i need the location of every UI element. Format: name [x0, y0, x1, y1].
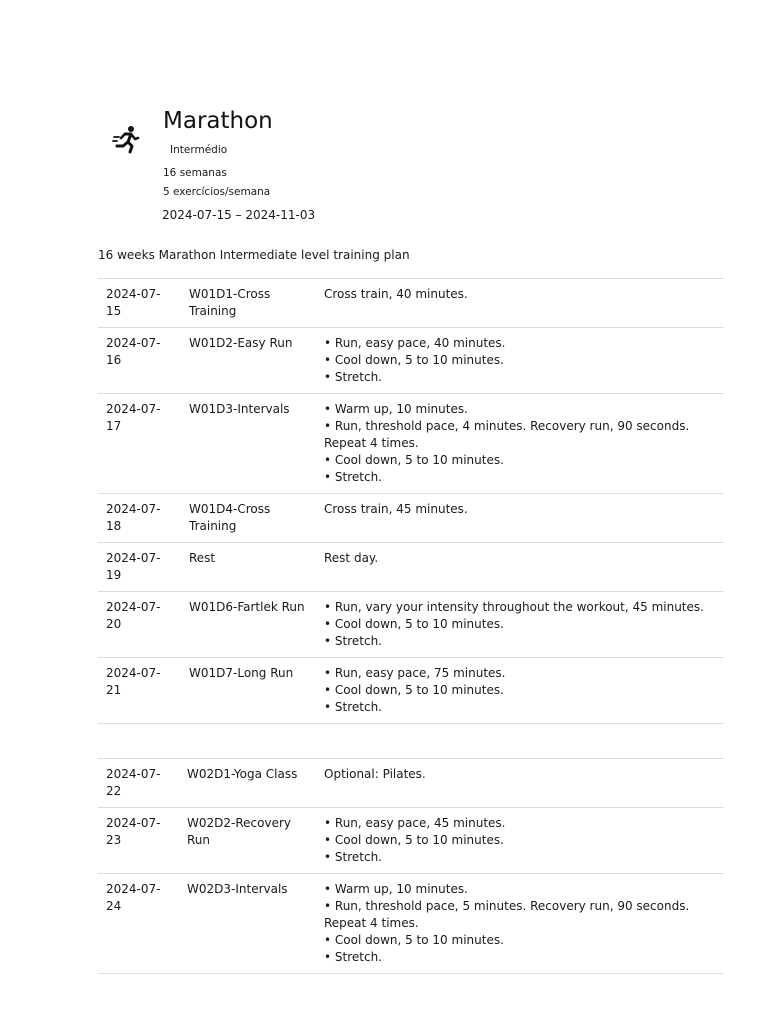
workout-date: [98, 815, 181, 849]
workout-date: [98, 766, 181, 800]
workout-date: [98, 550, 181, 584]
table-row: [98, 543, 724, 592]
workout-step: • Cool down, 5 to 10 minutes.: [324, 683, 504, 697]
workout-date-part: 18: [106, 519, 122, 533]
workout-step: • Stretch.: [324, 950, 382, 964]
workout-date-part: 2024-07-: [106, 402, 161, 416]
workout-date-part: 21: [106, 683, 122, 697]
workout-step: • Run, threshold pace, 5 minutes. Recovery run, 90 seconds. Repeat 4 times.: [324, 899, 690, 930]
workout-name: W02D2-Recovery Run: [187, 816, 291, 847]
plan-duration: 16 semanas: [163, 167, 227, 179]
training-plan-table: [98, 278, 724, 974]
workout-date-part: 2024-07-: [106, 287, 161, 301]
workout-name: Rest: [189, 551, 216, 565]
workout-name: W01D6-Fartlek Run: [189, 600, 305, 614]
workout-date: [98, 501, 181, 535]
workout-step: Optional: Pilates.: [324, 767, 426, 781]
plan-description: 16 weeks Marathon Intermediate level training plan: [98, 248, 410, 262]
plan-date-range: 2024-07-15 – 2024-11-03: [162, 208, 316, 222]
workout-date-part: 2024-07-: [106, 502, 161, 516]
running-person-icon: [111, 124, 141, 154]
workout-date-part: 2024-07-: [106, 551, 161, 565]
week-block: [98, 278, 724, 724]
workout-step: • Cool down, 5 to 10 minutes.: [324, 353, 504, 367]
workout-description: [318, 881, 724, 966]
workout-description: [318, 501, 724, 518]
table-row: [98, 328, 724, 394]
workout-step: Rest day.: [324, 551, 379, 565]
workout-date: [98, 401, 181, 435]
workout-date: [98, 286, 181, 320]
workout-name: W01D1-Cross Training: [189, 287, 271, 318]
workout-name: W01D7-Long Run: [189, 666, 294, 680]
workout-step: • Stretch.: [324, 700, 382, 714]
workout-description: [318, 599, 724, 650]
workout-description: [318, 286, 724, 303]
workout-date: [98, 335, 181, 369]
workout-date-part: 22: [106, 784, 122, 798]
workout-step: • Stretch.: [324, 370, 382, 384]
workout-date: [98, 665, 181, 699]
workout-step: Cross train, 40 minutes.: [324, 287, 468, 301]
week-block: [98, 758, 724, 974]
workout-description: [318, 550, 724, 567]
workout-date-part: 2024-07-: [106, 882, 161, 896]
table-row: [98, 808, 724, 874]
workout-name: W01D2-Easy Run: [189, 336, 293, 350]
workout-step: • Cool down, 5 to 10 minutes.: [324, 933, 504, 947]
plan-level: Intermédio: [170, 144, 228, 156]
workout-step: • Run, easy pace, 75 minutes.: [324, 666, 506, 680]
workout-date-part: 2024-07-: [106, 600, 161, 614]
workout-date-part: 2024-07-: [106, 336, 161, 350]
plan-title: Marathon: [163, 108, 273, 134]
table-row: [98, 658, 724, 724]
workout-description: [318, 665, 724, 716]
workout-step: • Warm up, 10 minutes.: [324, 882, 468, 896]
workout-name: W02D3-Intervals: [187, 882, 288, 896]
workout-date-part: 2024-07-: [106, 666, 161, 680]
workout-step: • Run, vary your intensity throughout the workout, 45 minutes.: [324, 600, 704, 614]
workout-step: Cross train, 45 minutes.: [324, 502, 468, 516]
workout-name: W01D4-Cross Training: [189, 502, 271, 533]
table-row: [98, 394, 724, 494]
workout-date-part: 15: [106, 304, 122, 318]
workout-step: • Cool down, 5 to 10 minutes.: [324, 453, 504, 467]
workout-date-part: 16: [106, 353, 122, 367]
workout-description: [318, 401, 724, 486]
workout-step: • Stretch.: [324, 634, 382, 648]
workout-date-part: 20: [106, 617, 122, 631]
workout-date-part: 19: [106, 568, 122, 582]
table-row: [98, 874, 724, 974]
workout-date: [98, 599, 181, 633]
workout-step: • Run, easy pace, 45 minutes.: [324, 816, 506, 830]
table-row: [98, 279, 724, 328]
workout-description: [318, 815, 724, 866]
workout-step: • Cool down, 5 to 10 minutes.: [324, 833, 504, 847]
workout-description: [318, 335, 724, 386]
workout-step: • Run, threshold pace, 4 minutes. Recovery run, 90 seconds. Repeat 4 times.: [324, 419, 690, 450]
workout-date-part: 2024-07-: [106, 767, 161, 781]
workout-step: • Stretch.: [324, 850, 382, 864]
workout-date: [98, 881, 181, 915]
table-row: [98, 494, 724, 543]
workout-step: • Stretch.: [324, 470, 382, 484]
workout-description: [318, 766, 724, 783]
table-row: [98, 592, 724, 658]
workout-name: W02D1-Yoga Class: [187, 767, 298, 781]
workout-date-part: 2024-07-: [106, 816, 161, 830]
workout-step: • Run, easy pace, 40 minutes.: [324, 336, 506, 350]
workout-name: W01D3-Intervals: [189, 402, 290, 416]
plan-frequency: 5 exercícios/semana: [163, 186, 271, 198]
table-row: [98, 759, 724, 808]
workout-step: • Cool down, 5 to 10 minutes.: [324, 617, 504, 631]
workout-date-part: 24: [106, 899, 122, 913]
workout-date-part: 17: [106, 419, 122, 433]
workout-date-part: 23: [106, 833, 122, 847]
plan-header: [0, 0, 768, 240]
workout-step: • Warm up, 10 minutes.: [324, 402, 468, 416]
